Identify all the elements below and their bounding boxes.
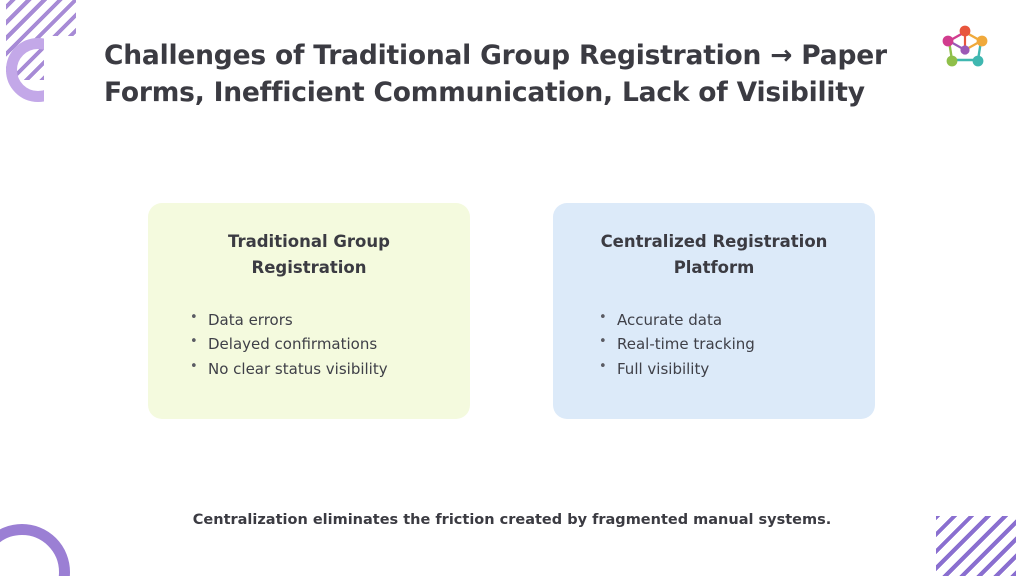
decoration-top-left-ring-mask [44,36,88,108]
card-traditional-group-registration [148,203,470,419]
network-nodes-logo-icon [934,20,996,82]
list-item: • Full visibility [599,357,849,381]
decoration-bottom-left-ring [0,524,70,576]
slide-title: Challenges of Traditional Group Registration → Paper Forms, Inefficient Communication, Lack of Visibility [104,40,887,108]
list-item: • Delayed confirmations [190,332,444,356]
list-item: • No clear status visibility [190,357,444,381]
list-item: • Data errors [190,308,444,332]
list-item: • Accurate data [599,308,849,332]
decoration-top-left-ring [6,38,70,102]
card-title: Centralized Registration Platform [600,232,828,277]
card-bullet-list [579,308,849,381]
comparison-cards [148,203,876,419]
card-title: Traditional Group Registration [228,232,390,277]
list-item: • Real-time tracking [599,332,849,356]
slide-footer-caption: Centralization eliminates the friction created by fragmented manual systems. [192,512,832,528]
decoration-top-left-stripes [6,0,76,80]
card-bullet-list [174,308,444,381]
card-centralized-registration-platform [553,203,875,419]
